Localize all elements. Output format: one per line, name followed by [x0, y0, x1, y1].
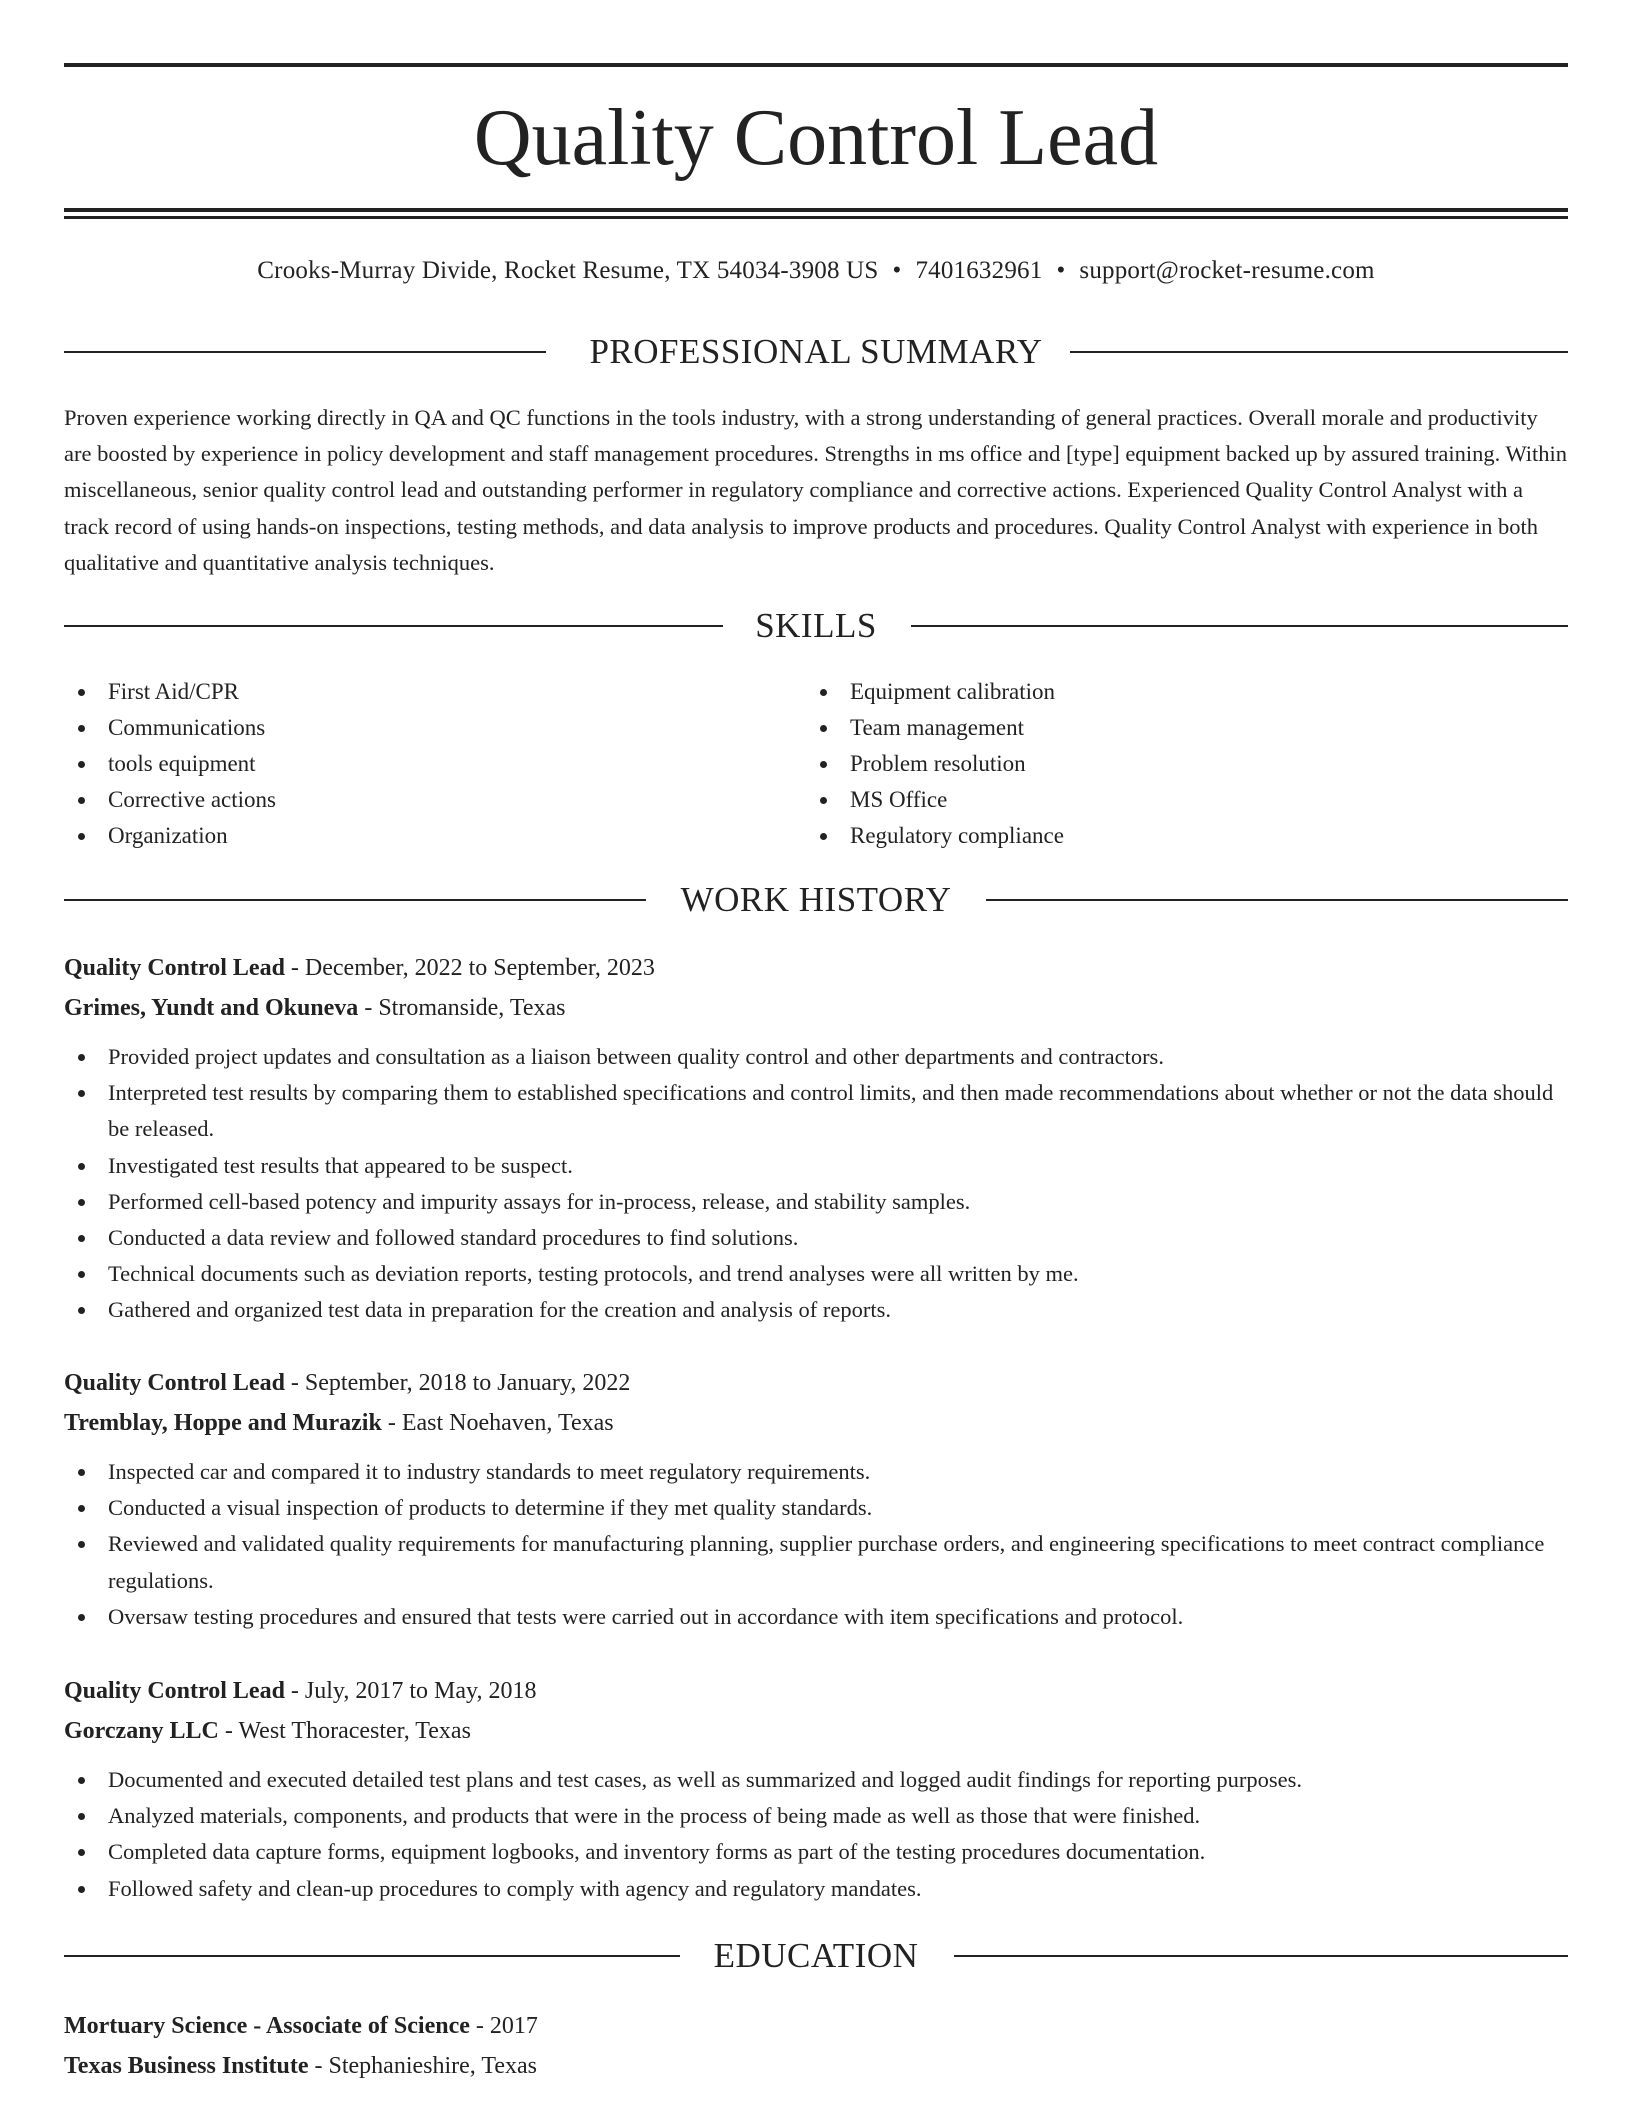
job-dates: December, 2022 to September, 2023: [304, 955, 655, 981]
contact-email: support@rocket-resume.com: [1079, 257, 1375, 284]
job-company-line: Tremblay, Hoppe and Murazik - East Noehaven, Texas: [64, 1410, 614, 1436]
heading-rule-right: [954, 1955, 1568, 1957]
skill-item: tools equipment: [64, 746, 276, 782]
job-entry: [64, 948, 1568, 1329]
skill-item: Problem resolution: [806, 746, 1064, 782]
job-company: Gorczany LLC: [64, 1718, 219, 1744]
job-dates: July, 2017 to May, 2018: [304, 1678, 537, 1704]
section-title-summary: PROFESSIONAL SUMMARY: [589, 332, 1043, 371]
job-bullet: Technical documents such as deviation reports, testing protocols, and trend analyses were all written by me.: [64, 1256, 1568, 1292]
section-title-work: WORK HISTORY: [680, 880, 952, 919]
job-bullets: [64, 1039, 1568, 1329]
job-bullet: Conducted a visual inspection of products to determine if they met quality standards.: [64, 1490, 1568, 1526]
section-title-education: EDUCATION: [713, 1936, 919, 1975]
skill-item: Team management: [806, 710, 1064, 746]
contact-phone: 7401632961: [915, 257, 1043, 284]
job-bullet: Investigated test results that appeared to be suspect.: [64, 1148, 1568, 1184]
job-bullet: Performed cell-based potency and impurity assays for in-process, release, and stability samples.: [64, 1184, 1568, 1220]
job-title-line: Quality Control Lead - September, 2018 to January, 2022: [64, 1370, 631, 1396]
section-heading-skills: [64, 606, 1568, 646]
job-company: Grimes, Yundt and Okuneva: [64, 995, 359, 1021]
job-company: Tremblay, Hoppe and Murazik: [64, 1410, 382, 1436]
job-bullets: [64, 1762, 1568, 1907]
contact-separator: •: [1056, 257, 1066, 284]
section-title-skills: SKILLS: [755, 606, 877, 645]
section-heading-work: [64, 880, 1568, 920]
job-entry: [64, 1671, 1568, 1907]
job-bullet: Gathered and organized test data in preparation for the creation and analysis of reports.: [64, 1292, 1568, 1328]
job-title-line: Quality Control Lead - December, 2022 to September, 2023: [64, 955, 655, 981]
header-top-rule: [64, 63, 1568, 67]
job-bullet: Oversaw testing procedures and ensured that tests were carried out in accordance with item specifications and protocol.: [64, 1599, 1568, 1635]
education-school-line: Texas Business Institute - Stephanieshire, Texas: [64, 2053, 538, 2079]
job-location: West Thoracester, Texas: [238, 1718, 471, 1744]
header-bottom-rule: [64, 208, 1568, 212]
contact-line: [64, 254, 1568, 288]
skills-column-left: [64, 674, 276, 854]
skill-item: Organization: [64, 818, 276, 854]
skill-item: Equipment calibration: [806, 674, 1064, 710]
contact-separator: •: [892, 257, 902, 284]
resume-title: Quality Control Lead: [473, 94, 1159, 182]
section-heading-summary: [64, 332, 1568, 372]
skill-item: Communications: [64, 710, 276, 746]
job-bullet: Followed safety and clean-up procedures to comply with agency and regulatory mandates.: [64, 1871, 1568, 1907]
education-degree: Mortuary Science - Associate of Science: [64, 2013, 470, 2039]
job-entry: [64, 1363, 1568, 1635]
job-bullet: Documented and executed detailed test plans and test cases, as well as summarized and logged audit findings for reporting purposes.: [64, 1762, 1568, 1798]
education-entry: [64, 2006, 1568, 2086]
section-heading-education: [64, 1936, 1568, 1976]
job-bullet: Interpreted test results by comparing them to established specifications and control limits, and then made recommendations about whether or not the data should be released.: [64, 1075, 1568, 1147]
job-bullet: Analyzed materials, components, and products that were in the process of being made as well as those that were finished.: [64, 1798, 1568, 1834]
job-title: Quality Control Lead: [64, 1370, 285, 1396]
skill-item: Regulatory compliance: [806, 818, 1064, 854]
job-bullet: Provided project updates and consultation as a liaison between quality control and other departments and contractors.: [64, 1039, 1568, 1075]
job-location: Stromanside, Texas: [378, 995, 566, 1021]
skill-item: MS Office: [806, 782, 1064, 818]
job-bullet: Conducted a data review and followed standard procedures to find solutions.: [64, 1220, 1568, 1256]
job-bullets: [64, 1454, 1568, 1635]
job-company-line: Gorczany LLC - West Thoracester, Texas: [64, 1718, 471, 1744]
skill-item: Corrective actions: [64, 782, 276, 818]
skill-item: First Aid/CPR: [64, 674, 276, 710]
job-location: East Noehaven, Texas: [401, 1410, 614, 1436]
job-bullet: Inspected car and compared it to industry standards to meet regulatory requirements.: [64, 1454, 1568, 1490]
job-dates: September, 2018 to January, 2022: [304, 1370, 631, 1396]
heading-rule-right: [986, 899, 1568, 901]
job-title: Quality Control Lead: [64, 1678, 285, 1704]
contact-address: Crooks-Murray Divide, Rocket Resume, TX 54034-3908 US: [257, 257, 879, 284]
heading-rule-right: [1070, 351, 1568, 353]
education-year: 2017: [489, 2013, 538, 2039]
job-title-line: Quality Control Lead - July, 2017 to May, 2018: [64, 1678, 537, 1704]
job-bullet: Reviewed and validated quality requirements for manufacturing planning, supplier purchase orders, and engineering specifications to meet contract compliance regulations.: [64, 1526, 1568, 1598]
job-title: Quality Control Lead: [64, 955, 285, 981]
heading-rule-right: [911, 625, 1568, 627]
header-bottom-rule-2: [64, 216, 1568, 219]
job-company-line: Grimes, Yundt and Okuneva - Stromanside, Texas: [64, 995, 566, 1021]
skills-column-right: [806, 674, 1064, 854]
education-location: Stephanieshire, Texas: [328, 2053, 538, 2079]
summary-text: Proven experience working directly in QA and QC functions in the tools industry, with a strong understanding of general practices. Overall morale and productivity are boosted by experience in policy development and staff management procedures. Strengths in ms office and [type] equipment backed up by assured training. Within miscellaneous, senior quality control lead and outstanding performer in regulatory compliance and corrective actions. Experienced Quality Control Analyst with a track record of using hands-on inspections, testing methods, and data analysis to improve products and procedures. Quality Control Analyst with experience in both qualitative and quantitative analysis techniques.: [64, 405, 1568, 575]
job-bullet: Completed data capture forms, equipment logbooks, and inventory forms as part of the testing procedures documentation.: [64, 1834, 1568, 1870]
education-degree-line: Mortuary Science - Associate of Science - 2017: [64, 2013, 538, 2039]
education-school: Texas Business Institute: [64, 2053, 309, 2079]
